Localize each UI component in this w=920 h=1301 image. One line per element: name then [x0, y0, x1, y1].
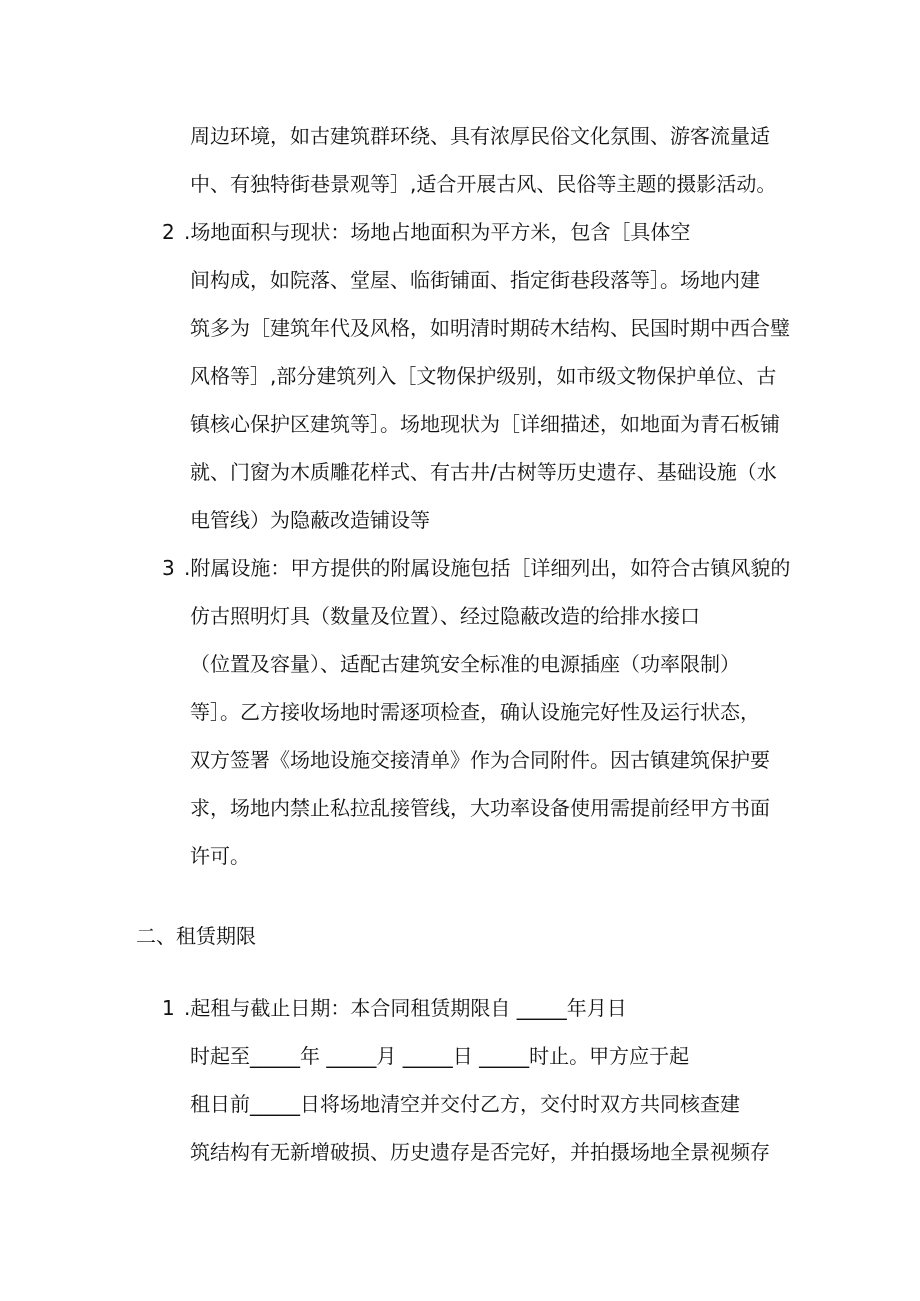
- list-number: 2: [162, 220, 175, 244]
- text-line: 时起至_____年 _____月 _____日 _____时止。甲方应于起: [190, 1044, 690, 1068]
- text-line: 中、有独特街巷景观等］,适合开展古风、民俗等主题的摄影活动。: [190, 172, 777, 196]
- text-line: 风格等］,部分建筑列入［文物保护级别，如市级文物保护单位、古: [190, 364, 777, 388]
- text-line: 间构成，如院落、堂屋、临街铺面、指定街巷段落等］。场地内建: [190, 268, 760, 292]
- section-heading: 二、租赁期限: [136, 924, 256, 948]
- text-line: 双方签署《场地设施交接清单》作为合同附件。因古镇建筑保护要: [190, 748, 770, 772]
- text-line: 筑多为［建筑年代及风格，如明清时期砖木结构、民国时期中西合璧: [190, 316, 790, 340]
- list-item-2: [162, 218, 690, 246]
- text-line: 等］。乙方接收场地时需逐项检查，确认设施完好性及运行状态，: [190, 700, 760, 724]
- list-item-1: [162, 994, 627, 1022]
- text-line: 筑结构有无新增破损、历史遗存是否完好，并拍摄场地全景视频存: [190, 1140, 770, 1164]
- text-line: （位置及容量）、适配古建筑安全标准的电源插座（功率限制）: [190, 652, 740, 676]
- list-number: 3: [162, 556, 175, 580]
- text-line: .附属设施：甲方提供的附属设施包括［详细列出，如符合古镇风貌的: [184, 556, 791, 580]
- text-line: 许可。: [190, 844, 250, 868]
- text-line: 就、门窗为木质雕花样式、有古井/古树等历史遗存、基础设施（水: [190, 460, 777, 484]
- text-line: 求，场地内禁止私拉乱接管线，大功率设备使用需提前经甲方书面: [190, 796, 770, 820]
- text-line: 周边环境，如古建筑群环绕、具有浓厚民俗文化氛围、游客流量适: [190, 124, 770, 148]
- text-line: 租日前_____日将场地清空并交付乙方，交付时双方共同核查建: [190, 1092, 740, 1116]
- text-line: 镇核心保护区建筑等］。场地现状为［详细描述，如地面为青石板铺: [190, 412, 780, 436]
- text-line: 电管线）为隐蔽改造铺设等: [190, 508, 430, 532]
- list-item-3: [162, 554, 790, 582]
- text-line: .起租与截止日期：本合同租赁期限自 _____年月日: [184, 996, 627, 1020]
- list-number: 1: [162, 996, 175, 1020]
- text-line: 仿古照明灯具（数量及位置）、经过隐蔽改造的给排水接口: [190, 604, 700, 628]
- text-line: .场地面积与现状：场地占地面积为平方米，包含［具体空: [184, 220, 691, 244]
